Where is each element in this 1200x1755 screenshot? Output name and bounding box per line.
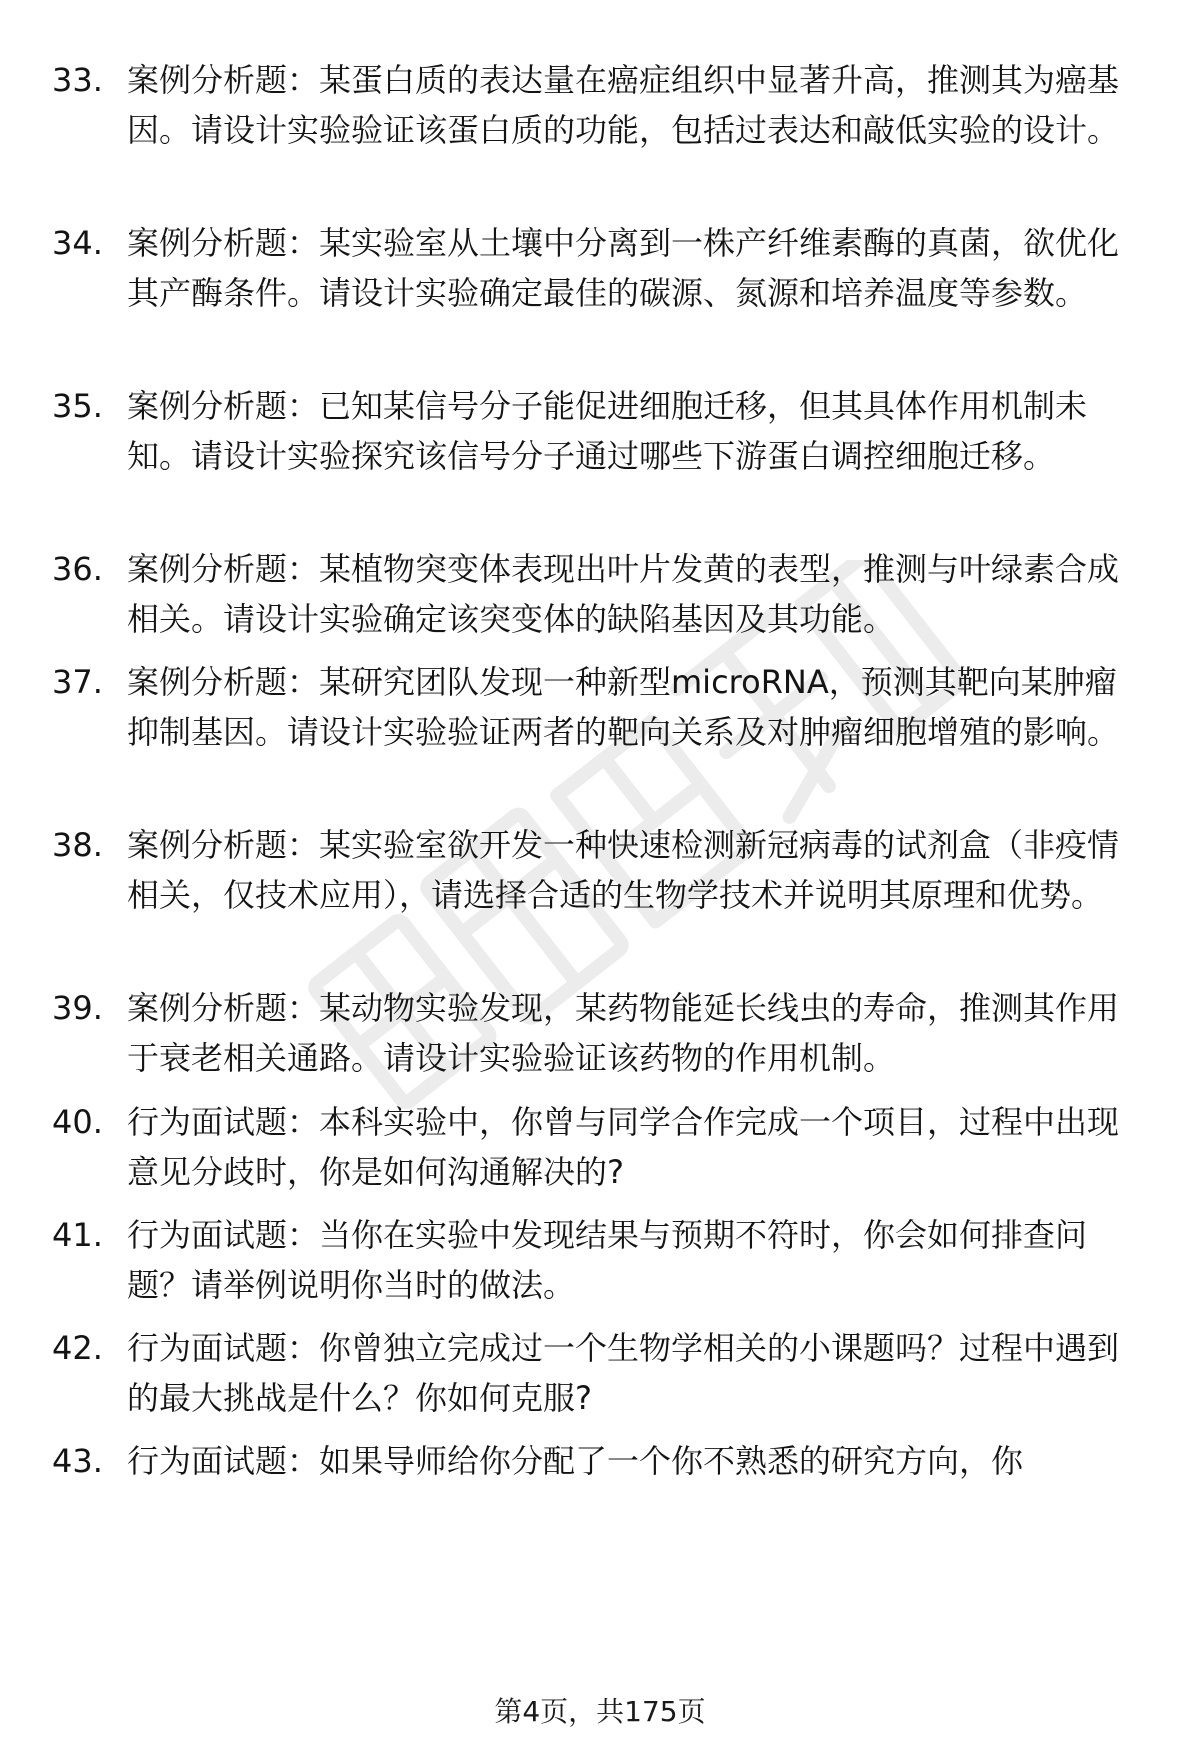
question-text: 行为面试题：本科实验中，你曾与同学合作完成一个项目，过程中出现意见分歧时，你是如何沟通解决的? bbox=[127, 1103, 1120, 1191]
question-number: 35. bbox=[52, 387, 103, 425]
question-number: 43. bbox=[52, 1442, 103, 1480]
question-text: 案例分析题：某植物突变体表现出叶片发黄的表型，推测与叶绿素合成相关。请设计实验确定该突变体的缺陷基因及其功能。 bbox=[127, 550, 1120, 638]
page-footer: 第4页，共175页 bbox=[494, 1695, 706, 1728]
question-number: 39. bbox=[52, 989, 103, 1027]
question-text: 案例分析题：已知某信号分子能促进细胞迁移，但其具体作用机制未知。请设计实验探究该信号分子通过哪些下游蛋白调控细胞迁移。 bbox=[127, 387, 1088, 475]
question-text: 案例分析题：某实验室从土壤中分离到一株产纤维素酶的真菌，欲优化其产酶条件。请设计实验确定最佳的碳源、氮源和培养温度等参数。 bbox=[127, 224, 1120, 312]
question-number: 42. bbox=[52, 1329, 103, 1367]
question-text: 行为面试题：当你在实验中发现结果与预期不符时，你会如何排查问题？请举例说明你当时的做法。 bbox=[127, 1216, 1088, 1304]
question-text: 行为面试题：如果导师给你分配了一个你不熟悉的研究方向，你 bbox=[127, 1442, 1024, 1480]
question-text: 行为面试题：你曾独立完成过一个生物学相关的小课题吗？过程中遇到的最大挑战是什么？你如何克服? bbox=[127, 1329, 1120, 1417]
question-number: 41. bbox=[52, 1216, 103, 1254]
question-text: 案例分析题：某动物实验发现，某药物能延长线虫的寿命，推测其作用于衰老相关通路。请设计实验验证该药物的作用机制。 bbox=[127, 989, 1120, 1077]
question-number: 34. bbox=[52, 224, 103, 262]
question-number: 36. bbox=[52, 550, 103, 588]
question-number: 33. bbox=[52, 61, 103, 99]
question-text: 案例分析题：某蛋白质的表达量在癌症组织中显著升高，推测其为癌基因。请设计实验验证该蛋白质的功能，包括过表达和敲低实验的设计。 bbox=[127, 61, 1120, 149]
question-number: 37. bbox=[52, 663, 103, 701]
question-number: 38. bbox=[52, 826, 103, 864]
question-text: 案例分析题：某研究团队发现一种新型microRNA，预测其靶向某肿瘤抑制基因。请设计实验验证两者的靶向关系及对肿瘤细胞增殖的影响。 bbox=[127, 663, 1120, 751]
question-text: 案例分析题：某实验室欲开发一种快速检测新冠病毒的试剂盒（非疫情相关，仅技术应用），请选择合适的生物学技术并说明其原理和优势。 bbox=[127, 826, 1120, 914]
question-number: 40. bbox=[52, 1103, 103, 1141]
